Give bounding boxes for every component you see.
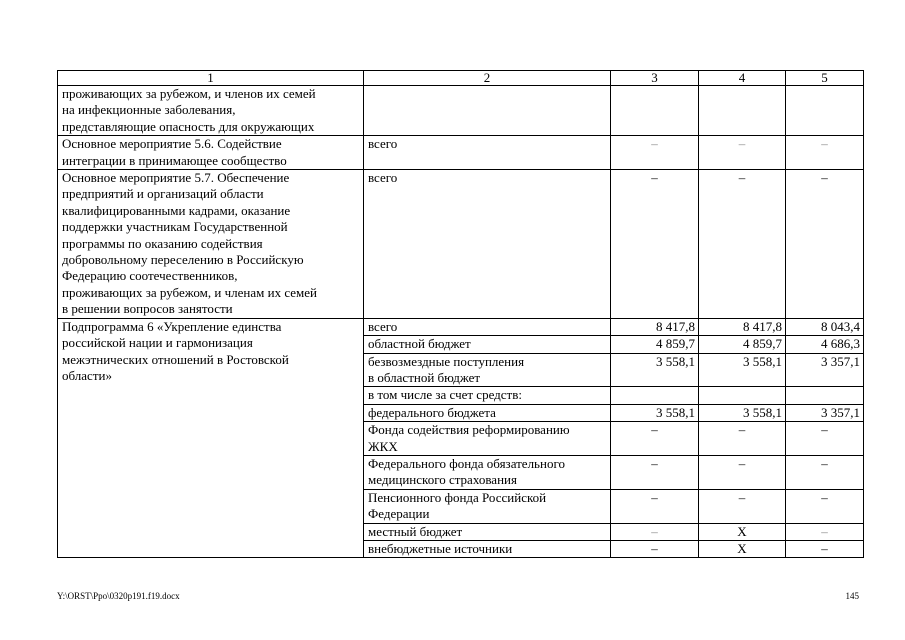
value-col-5: 3 357,1 — [786, 404, 864, 421]
header-col-1: 1 — [58, 71, 364, 86]
funding-source: всего — [364, 170, 611, 319]
value-col-4: – — [699, 489, 786, 523]
value-col-3: – — [611, 170, 699, 319]
header-col-4: 4 — [699, 71, 786, 86]
funding-source: федерального бюджета — [364, 404, 611, 421]
measure-5-6-title: Основное мероприятие 5.6. Содействие интеграции в принимающее сообщество — [58, 136, 364, 170]
header-col-2: 2 — [364, 71, 611, 86]
value-col-5: – — [786, 170, 864, 319]
value-col-5: – — [786, 489, 864, 523]
value-col-3: 4 859,7 — [611, 336, 699, 353]
value-col-5: 4 686,3 — [786, 336, 864, 353]
value-col-5: – — [786, 540, 864, 557]
value-col-5: – — [786, 422, 864, 456]
funding-source: всего — [364, 136, 611, 170]
file-path: Y:\ORST\Ppo\0320p191.f19.docx — [57, 591, 180, 601]
value-col-4: – — [699, 170, 786, 319]
budget-table — [57, 70, 864, 558]
value-col-3: – — [611, 136, 699, 170]
value-col-5: 8 043,4 — [786, 318, 864, 335]
value-col-5: 3 357,1 — [786, 353, 864, 387]
funding-source: Фонда содействия реформированию ЖКХ — [364, 422, 611, 456]
page-number: 145 — [845, 591, 859, 601]
empty-cell — [364, 86, 611, 136]
value-col-3: 3 558,1 — [611, 404, 699, 421]
continuation-text: проживающих за рубежом, и членов их семей на инфекционные заболевания, представляющие опасность для окружающих — [58, 86, 364, 136]
value-col-4: 3 558,1 — [699, 353, 786, 387]
table-row — [58, 136, 864, 170]
empty-cell — [786, 86, 864, 136]
value-col-3: – — [611, 455, 699, 489]
table-row — [58, 86, 864, 136]
empty-cell — [611, 86, 699, 136]
funding-source: в том числе за счет средств: — [364, 387, 611, 404]
header-col-3: 3 — [611, 71, 699, 86]
funding-source: Федерального фонда обязательного медицинского страхования — [364, 455, 611, 489]
value-col-3: – — [611, 489, 699, 523]
header-col-5: 5 — [786, 71, 864, 86]
value-col-5: – — [786, 523, 864, 540]
value-col-3: – — [611, 540, 699, 557]
table-row — [58, 318, 864, 335]
value-col-5: – — [786, 455, 864, 489]
value-col-4: – — [699, 422, 786, 456]
value-col-4: 3 558,1 — [699, 404, 786, 421]
funding-source: Пенсионного фонда Российской Федерации — [364, 489, 611, 523]
funding-source: всего — [364, 318, 611, 335]
funding-source: безвозмездные поступления в областной бюджет — [364, 353, 611, 387]
value-col-5 — [786, 387, 864, 404]
value-col-5: – — [786, 136, 864, 170]
value-col-4: – — [699, 136, 786, 170]
measure-5-7-title: Основное мероприятие 5.7. Обеспечение предприятий и организаций области квалифицированными кадрами, оказание поддержки участникам Государственной программы по оказанию содействия добровольному переселению в Российскую Федерацию соотечественников, проживающих за рубежом, и членам их семей в решении вопросов занятости — [58, 170, 364, 319]
value-col-3: 8 417,8 — [611, 318, 699, 335]
funding-source: местный бюджет — [364, 523, 611, 540]
funding-source: областной бюджет — [364, 336, 611, 353]
value-col-4: Х — [699, 540, 786, 557]
subprogram-6-title: Подпрограмма 6 «Укрепление единства российской нации и гармонизация межэтнических отношений в Ростовской области» — [58, 318, 364, 558]
header-row — [58, 71, 864, 86]
value-col-3: – — [611, 523, 699, 540]
table-row — [58, 170, 864, 319]
empty-cell — [699, 86, 786, 136]
funding-source: внебюджетные источники — [364, 540, 611, 557]
value-col-4: 8 417,8 — [699, 318, 786, 335]
value-col-3 — [611, 387, 699, 404]
value-col-4: – — [699, 455, 786, 489]
value-col-4: Х — [699, 523, 786, 540]
value-col-4: 4 859,7 — [699, 336, 786, 353]
value-col-3: 3 558,1 — [611, 353, 699, 387]
value-col-4 — [699, 387, 786, 404]
value-col-3: – — [611, 422, 699, 456]
